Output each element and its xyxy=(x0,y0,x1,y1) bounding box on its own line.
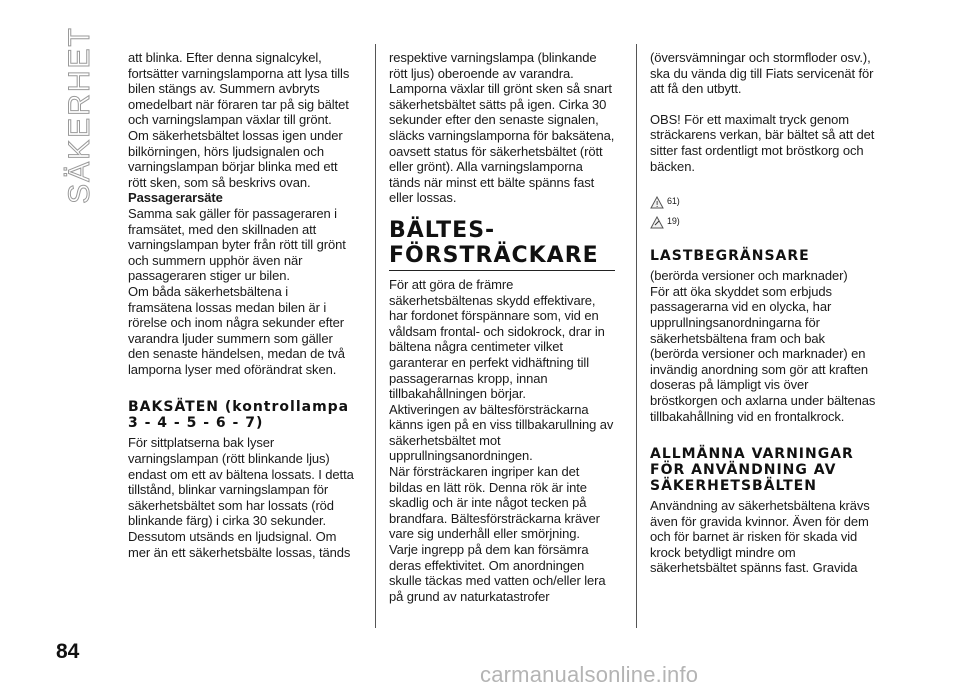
column-3 xyxy=(650,50,876,576)
warning-triangle-icon xyxy=(650,196,664,209)
paragraph: När försträckaren ingriper kan det bildas en lätt rök. Denna rök är inte skadlig och är inte något tecken på brandfara. Bältesförsträckarna kräver vare sig underhåll eller smörjning. xyxy=(389,464,600,542)
warning-reference[interactable] xyxy=(650,194,876,210)
paragraph: att blinka. Efter denna signalcykel, fortsätter varningslamporna att lysa tills bilen stängs av. Summern avbryts omedelbart när föraren tar på sig bältet och varningslampan växlar till grönt. xyxy=(128,50,350,128)
column-1 xyxy=(128,50,354,560)
section-title xyxy=(60,26,100,204)
column-divider xyxy=(636,44,637,628)
section-title-text: SÄKERHET xyxy=(63,26,96,204)
warning-ref-label: 61) xyxy=(667,196,680,207)
warning-reference[interactable] xyxy=(650,214,876,230)
page-number: 84 xyxy=(56,640,80,663)
column-2 xyxy=(389,50,615,604)
caution-note-icon xyxy=(650,216,664,229)
paragraph: OBS! För ett maximalt tryck genom sträckarens verkan, bär bältet så att det sitter fast ordentligt mot bröstkorg och bäcken. xyxy=(650,111,875,174)
paragraph: Användning av säkerhetsbältena krävs även för gravida kvinnor. Även för dem och för barnet är risken för skada vid krock betydligt mindre om säkerhetsbältet spänns fast. Gravida xyxy=(650,498,870,576)
svg-text:!: ! xyxy=(655,199,659,209)
subheading-passagerarsate: Passagerarsäte xyxy=(128,190,223,206)
paragraph: Varje ingrepp på dem kan försämra deras effektivitet. Om anordningen skulle täckas med vatten och/eller lera på grund av naturkatastrofer xyxy=(389,542,606,604)
watermark: carmanualsonline.info xyxy=(480,662,699,687)
paragraph: (översvämningar och stormfloder osv.), ska du vända dig till Fiats servicenät för att få den utbytt. xyxy=(650,50,874,97)
warning-ref-label: 19) xyxy=(667,216,680,227)
paragraph: För att öka skyddet som erbjuds passagerarna vid en olycka, har upprullningsanordningarna för säkerhetsbältena fram och bak (berörda versioner och marknader) en invändig anordning som gör att kraften doseras på lämpligt vis över bröstkorgen och axlarna under bältenas tillbakahållning vid en frontalkrock. xyxy=(650,283,876,424)
paragraph: Aktiveringen av bältesförsträckarna känns igen på en viss tillbakarullning av säkerhetsbältet mot upprullningsanordningen. xyxy=(389,401,614,464)
paragraph: Lamporna växlar till grönt sken så snart säkerhetsbältet sätts på igen. Cirka 30 sekunder efter den senaste signalen, släcks varningslamporna för baksätena, oavsett status för säkerhetsbältet (rött eller grönt). Alla varningslamporna tänds när minst ett bälte spänns fast eller lossas. xyxy=(389,81,615,206)
heading-baltesforstrackare: BÄLTES-FÖRSTRÄCKARE xyxy=(389,218,615,271)
heading-allmanna-varningar: ALLMÄNNA VARNINGAR FÖR ANVÄNDNING AV SÄKERHETSBÄLTEN xyxy=(650,446,854,495)
warning-references xyxy=(650,194,876,230)
heading-baksaten: BAKSÄTEN (kontrollampa 3 - 4 - 5 - 6 - 7) xyxy=(128,399,350,432)
heading-lastbegransare: LASTBEGRÄNSARE xyxy=(650,248,810,265)
paragraph: Om båda säkerhetsbältena i framsätena lossas medan bilen är i rörelse och inom några sekunder efter varandra ljuder summern som gäller den senaste händelsen, medan de två lamporna lyser med oförändrat sken. xyxy=(128,283,345,377)
paragraph: För att göra de främre säkerhetsbältenas skydd effektivare, har fordonet förspännare som, vid en våldsam frontal- och sidokrock, drar in bältena några centimeter vilket garanterar en perfekt vidhäftning till passagerarnas kropp, innan tillbakahållningen börjar. xyxy=(389,276,605,402)
paragraph: respektive varningslampa (blinkande rött ljus) oberoende av varandra. xyxy=(389,50,597,81)
paragraph: (berörda versioner och marknader) xyxy=(650,268,848,284)
paragraph: Samma sak gäller för passageraren i framsätet, med den skillnaden att varningslampan byter från rött till grönt och summern upphör även när passageraren stiger ur bilen. xyxy=(128,205,346,284)
paragraph: Om säkerhetsbältet lossas igen under bilkörningen, hörs ljudsignalen och varningslampan börjar blinka med ett rött sken, som så beskrivs ovan. xyxy=(128,127,343,190)
column-divider xyxy=(375,44,376,628)
paragraph: För sittplatserna bak lyser varningslampan (rött blinkande ljus) endast om ett av bältena lossats. I detta tillstånd, blinkar varningslampan för säkerhetsbältet som har lossats (röd blinkande färg) i cirka 30 sekunder. Dessutom utsänds en ljudsignal. Om mer än ett säkerhetsbälte lossas, tänds xyxy=(128,435,354,560)
